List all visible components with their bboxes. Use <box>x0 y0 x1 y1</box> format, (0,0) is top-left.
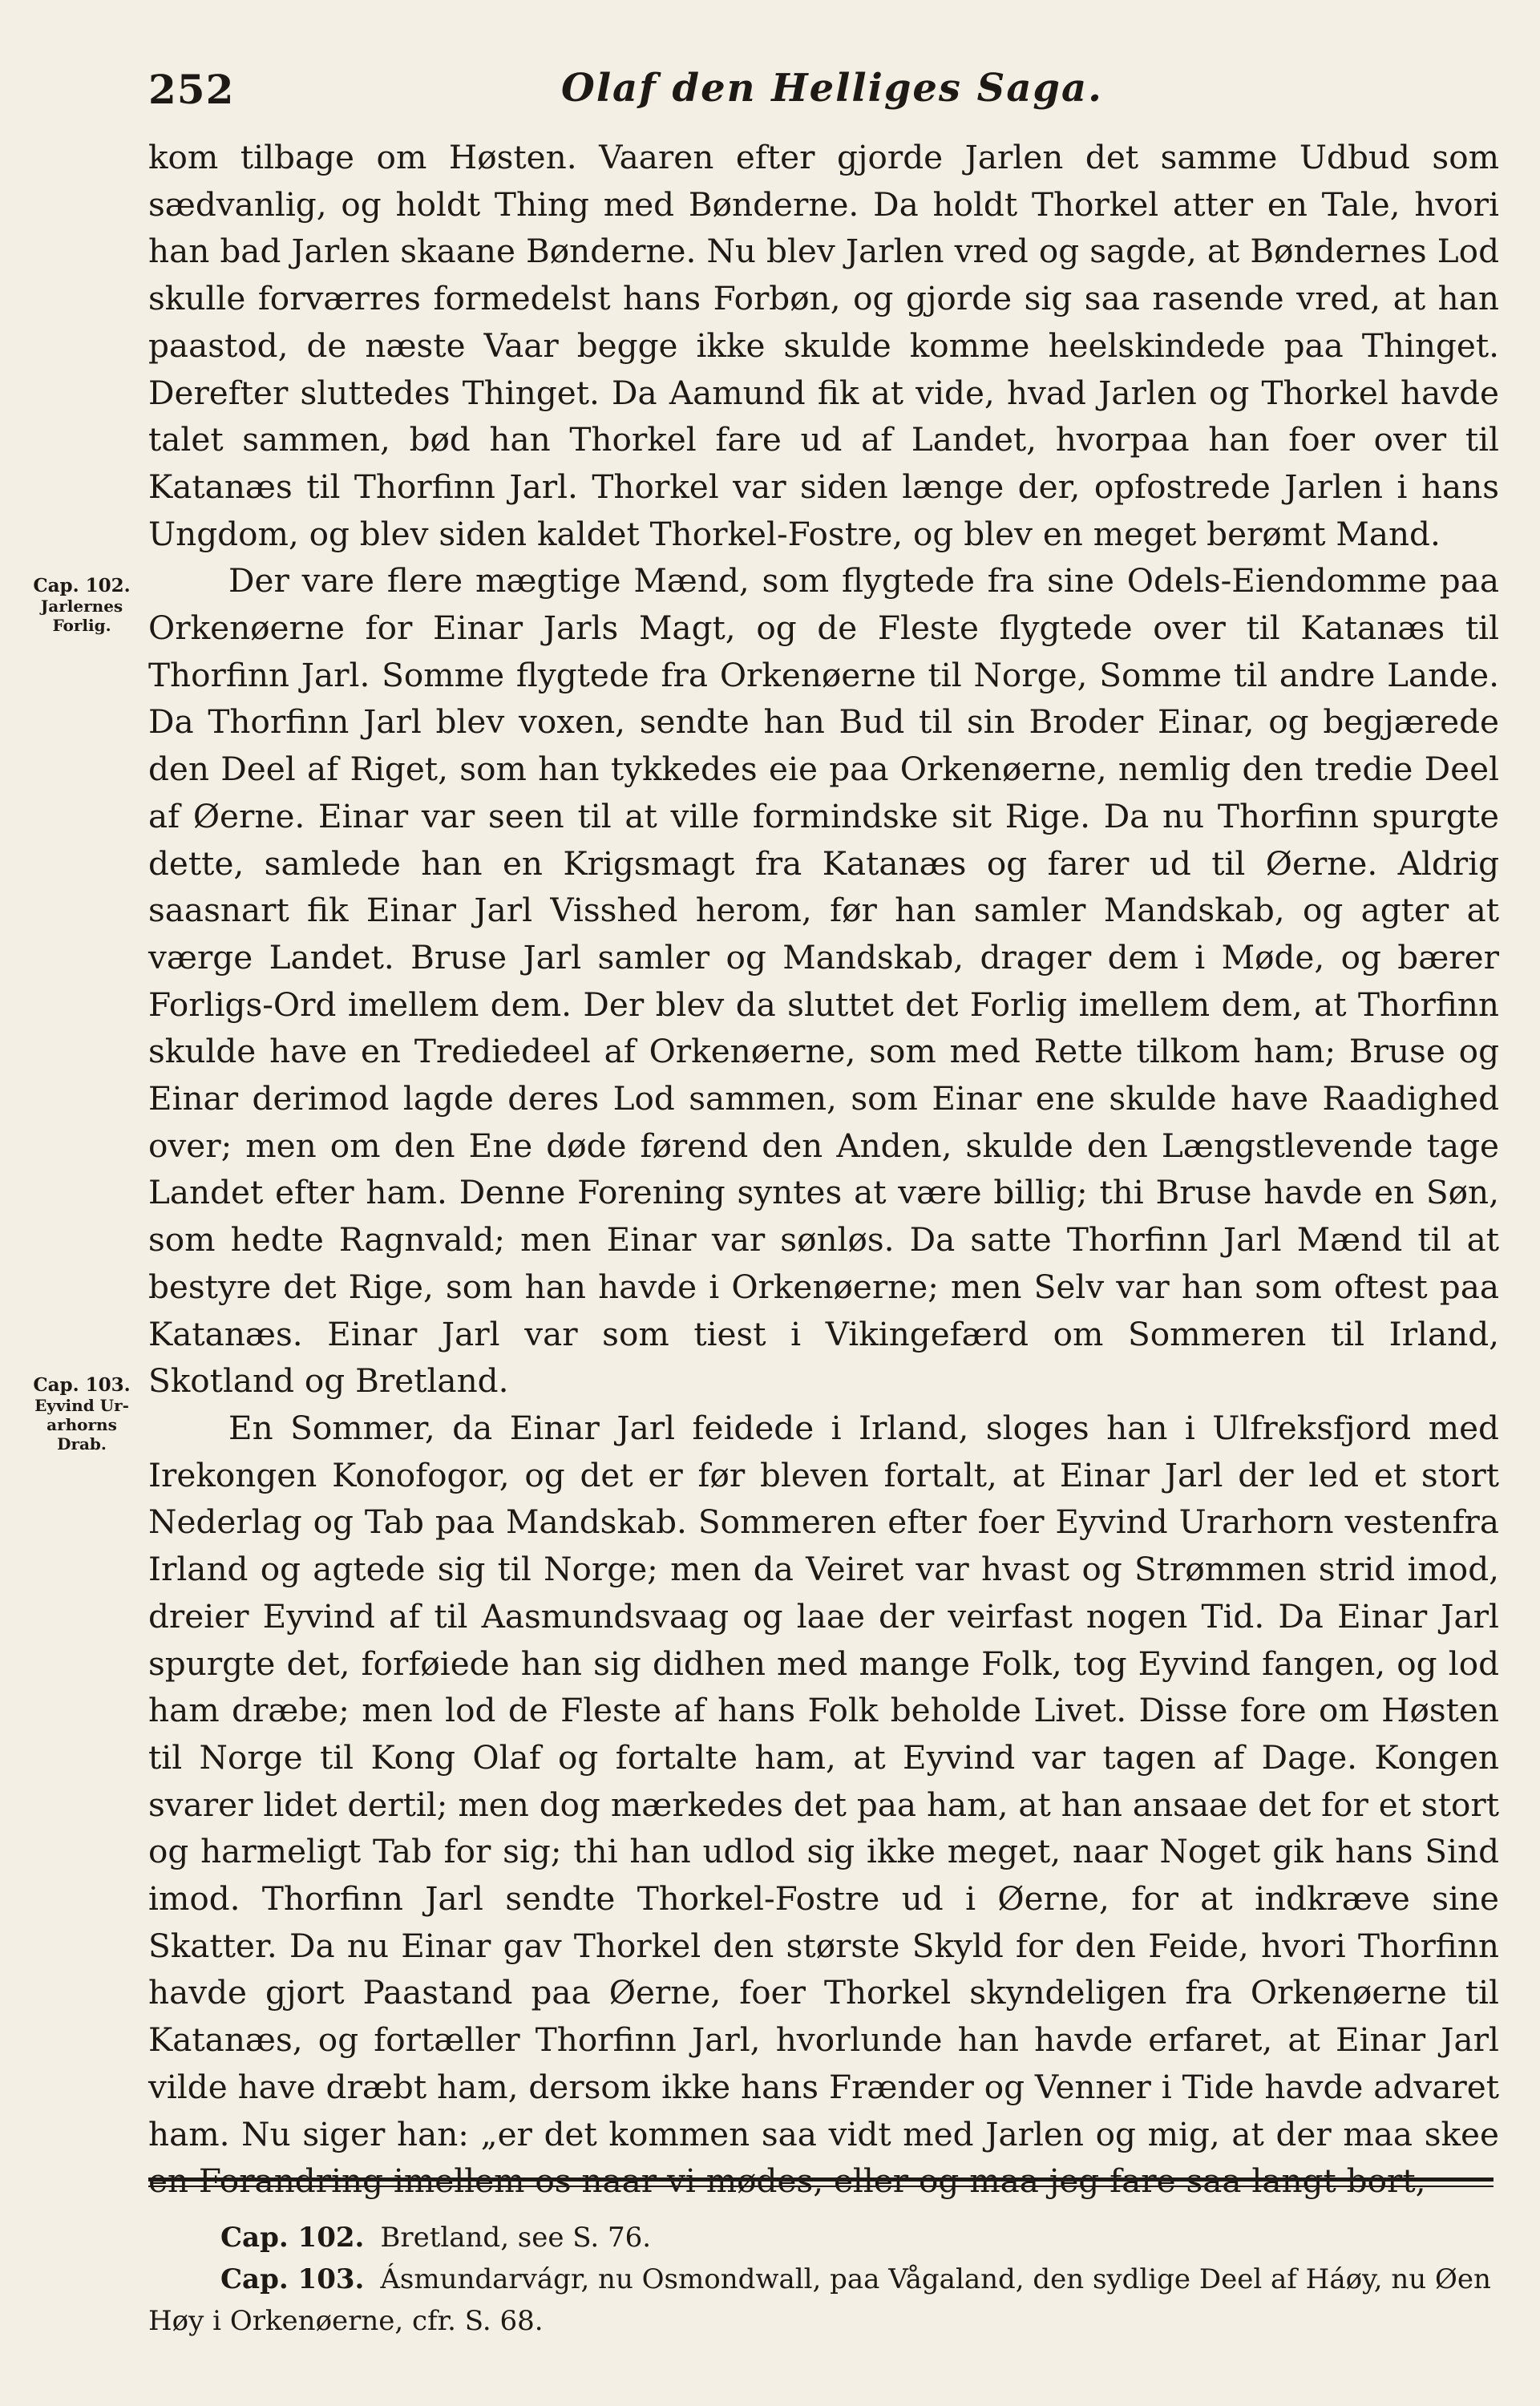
paragraph: En Sommer, da Einar Jarl feidede i Irland, sloges han i Ulfreksfjord med Irekongen Konofogor, og det er før bleven fortalt, at Einar Jarl der led et stort Nederlag og Tab paa Mandskab. Sommeren efter foer Eyvind Urarhorn vestenfra Irland og agtede sig til Norge; men da Veiret var hvast og Strømmen strid imod, dreier Eyvind af til Aasmundsvaag og laae der veirfast nogen Tid. Da Einar Jarl spurgte det, forføiede han sig didhen med mange Folk, tog Eyvind fangen, og lod ham dræbe; men lod de Fleste af hans Folk beholde Livet. Disse fore om Høsten til Norge til Kong Olaf og fortalte ham, at Eyvind var tagen af Dage. Kongen svarer lidet dertil; men dog mærkedes det paa ham, at han ansaae det for et stort og harmeligt Tab for sig; thi han udlod sig ikke meget, naar Noget gik hans Sind imod. Thorfinn Jarl sendte Thorkel-Fostre ud i Øerne, for at indkræve sine Skatter. Da nu Einar gav Thorkel den største Skyld for den Feide, hvori Thorfinn havde gjort Paastand paa Øerne, foer Thorkel skyndeligen fra Orkenøerne til Katanæs, og fortæller Thorfinn Jarl, hvorlunde han havde erfaret, at Einar Jarl vilde have dræbt ham, dersom ikke hans Frænder og Venner i Tide havde advaret ham. Nu siger han: „er det kommen saa vidt med Jarlen og mig, at der maa skee <box>148 1408 1499 2153</box>
footnote-divider <box>148 2178 1494 2182</box>
margin-note-line: arhorns <box>46 1415 117 1434</box>
margin-note-cap-103 <box>18 1375 146 1454</box>
page-number: 252 <box>148 66 235 113</box>
margin-note-chapter: Cap. 102. <box>33 575 131 596</box>
margin-note-chapter: Cap. 103. <box>33 1374 131 1396</box>
margin-note-line: Drab. <box>57 1434 107 1454</box>
running-title: Olaf den Helliges Saga. <box>561 66 1103 111</box>
footnote-divider-thin <box>148 2186 1494 2187</box>
footnotes <box>148 2217 1499 2342</box>
margin-note-line: Forlig. <box>52 616 111 635</box>
margin-note-line: Jarlernes <box>40 596 123 616</box>
body-text <box>148 134 1499 2205</box>
margin-note-cap-102 <box>18 576 146 635</box>
footnote-text: Ásmundarvágr, nu Osmondwall, paa Vågaland, den sydlige Deel af Háøy, nu Øen Høy i Orkenøerne, cfr. S. 68. <box>148 2263 1491 2337</box>
footnote-text: Bretland, see S. 76. <box>380 2222 652 2254</box>
paragraph: kom tilbage om Høsten. Vaaren efter gjorde Jarlen det samme Udbud som sædvanlig, og holdt Thing med Bønderne. Da holdt Thorkel atter en Tale, hvori han bad Jarlen skaane Bønderne. Nu blev Jarlen vred og sagde, at Bøndernes Lod skulle forværres formedelst hans Forbøn, og gjorde sig saa rasende vred, at han paastod, de næste Vaar begge ikke skulde komme heelskindede paa Thinget. Derefter sluttedes Thinget. Da Aamund fik at vide, hvad Jarlen og Thorkel havde talet sammen, bød han Thorkel fare ud af Landet, hvorpaa han foer over til Katanæs til Thorfinn Jarl. Thorkel var siden længe der, opfostrede Jarlen i hans Ungdom, og blev siden kaldet Thorkel-Fostre, og blev en meget berømt Mand. <box>148 138 1499 553</box>
footnote <box>148 2258 1499 2342</box>
footnote <box>148 2217 1499 2258</box>
footnote-label: Cap. 102. <box>220 2222 365 2254</box>
margin-note-line: Eyvind Ur- <box>34 1396 129 1415</box>
paragraph: Der vare flere mægtige Mænd, som flygtede fra sine Odels-Eiendomme paa Orkenøerne for Einar Jarls Magt, og de Fleste flygtede over til Katanæs til Thorfinn Jarl. Somme flygtede fra Orkenøerne til Norge, Somme til andre Lande. Da Thorfinn Jarl blev voxen, sendte han Bud til sin Broder Einar, og begjærede den Deel af Riget, som han tykkedes eie paa Orkenøerne, nemlig den tredie Deel af Øerne. Einar var seen til at ville formindske sit Rige. Da nu Thorfinn spurgte dette, samlede han en Krigsmagt fra Katanæs og farer ud til Øerne. Aldrig saasnart fik Einar Jarl Visshed herom, før han samler Mandskab, og agter at værge Landet. Bruse Jarl samler og Mandskab, drager dem i Møde, og bærer Forligs-Ord imellem dem. Der blev da sluttet det Forlig imellem dem, at Thorfinn skulde have en Trediedeel af Orkenøerne, som med Rette tilkom ham; Bruse og Einar derimod lagde deres Lod sammen, som Einar ene skulde have Raadighed over; men om den Ene døde førend den Anden, skulde den Længstlevende tage Landet efter ham. Denne Forening syntes at være billig; thi Bruse havde en Søn, som hedte Ragnvald; men Einar var sønløs. Da satte Thorfinn Jarl Mænd til at bestyre det Rige, som han havde i Orkenøerne; men Selv var han som oftest paa Katanæs. Einar Jarl var som tiest i Vikingefærd om Sommeren til Irland, Skotland og Bretland. <box>148 561 1499 1401</box>
footnote-label: Cap. 103. <box>220 2263 365 2295</box>
